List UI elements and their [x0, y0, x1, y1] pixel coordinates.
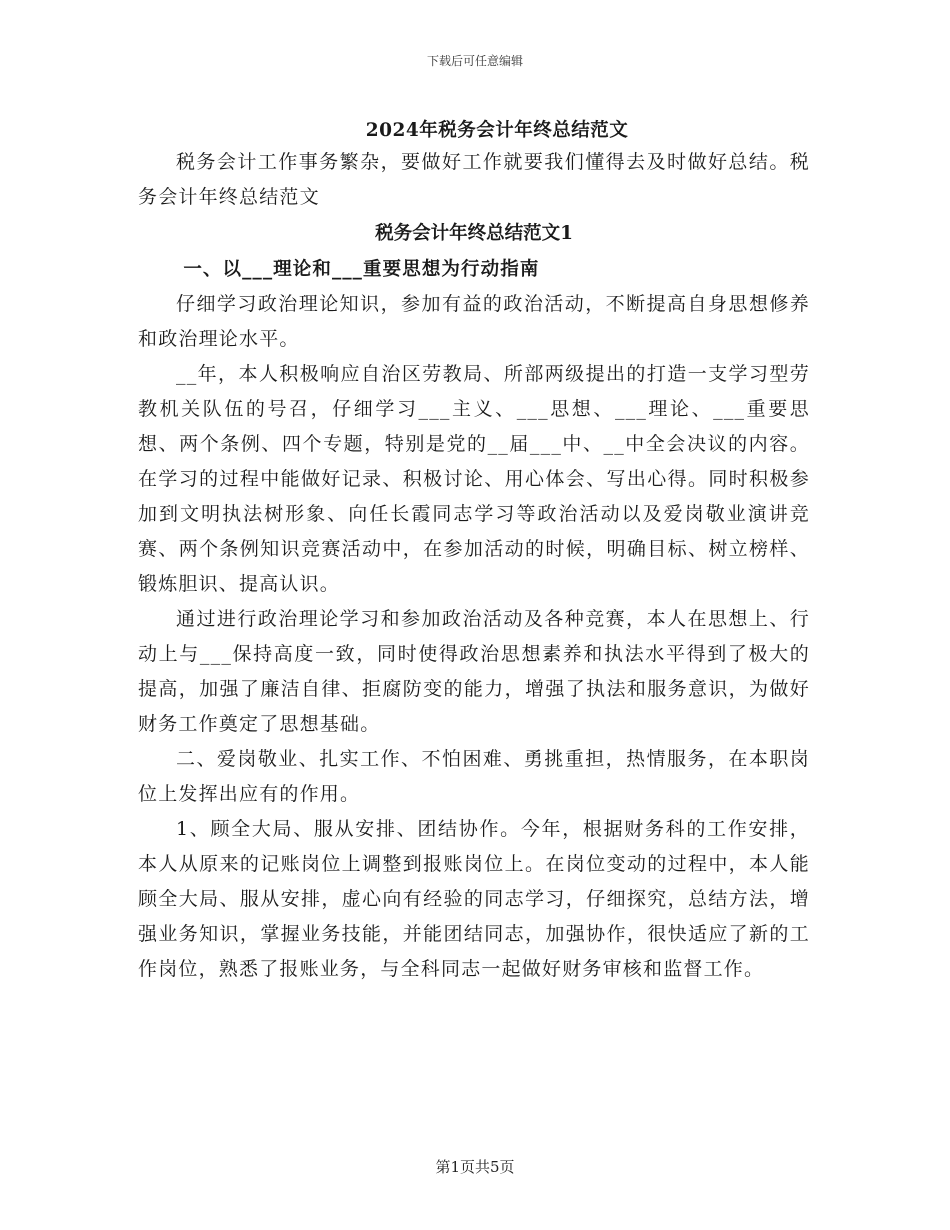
body-paragraph-5: 1、顾全大局、服从安排、团结协作。今年，根据财务科的工作安排，本人从原来的记账岗位上调整到报账岗位上。在岗位变动的过程中，本人能顾全大局、服从安排，虚心向有经验的同志学习，仔细探究，总结方法，增强业务知识，掌握业务技能，并能团结同志，加强协作，很快适应了新的工作岗位，熟悉了报账业务，与全科同志一起做好财务审核和监督工作。	[138, 818, 810, 980]
document-body	[138, 145, 810, 987]
page-header-note: 下载后可任意编辑	[426, 54, 523, 68]
body-paragraph-1: 仔细学习政治理论知识，参加有益的政治活动，不断提高自身思想修养和政治理论水平。	[138, 293, 810, 350]
intro-paragraph: 税务会计工作事务繁杂，要做好工作就要我们懂得去及时做好总结。税务会计年终总结范文	[138, 151, 810, 208]
section-subtitle: 税务会计年终总结范文1	[375, 223, 573, 244]
body-paragraph-2: __年，本人积极响应自治区劳教局、所部两级提出的打造一支学习型劳教机关队伍的号召，仔细学习___主义、___思想、___理论、___重要思想、两个条例、四个专题，特别是党的__届___中、__中全会决议的内容。在学习的过程中能做好记录、积极讨论、用心体会、写出心得。同时积极参加到文明执法树形象、向任长霞同志学习等政治活动以及爱岗敬业演讲竞赛、两个条例知识竞赛活动中，在参加活动的时候，明确目标、树立榜样、锻炼胆识、提高认识。	[138, 363, 810, 595]
document-title: 2024年税务会计年终总结范文	[365, 120, 629, 141]
page-number: 第1页共5页	[435, 1158, 515, 1176]
body-paragraph-3: 通过进行政治理论学习和参加政治活动及各种竞赛，本人在思想上、行动上与___保持高度一致，同时使得政治思想素养和执法水平得到了极大的提高，加强了廉洁自律、拒腐防变的能力，增强了执法和服务意识，为做好财务工作奠定了思想基础。	[138, 608, 810, 735]
section-2-paragraph: 二、爱岗敬业、扎实工作、不怕困难、勇挑重担，热情服务，在本职岗位上发挥出应有的作用。	[138, 748, 810, 805]
section-1-heading: 一、以___理论和___重要思想为行动指南	[183, 259, 540, 280]
